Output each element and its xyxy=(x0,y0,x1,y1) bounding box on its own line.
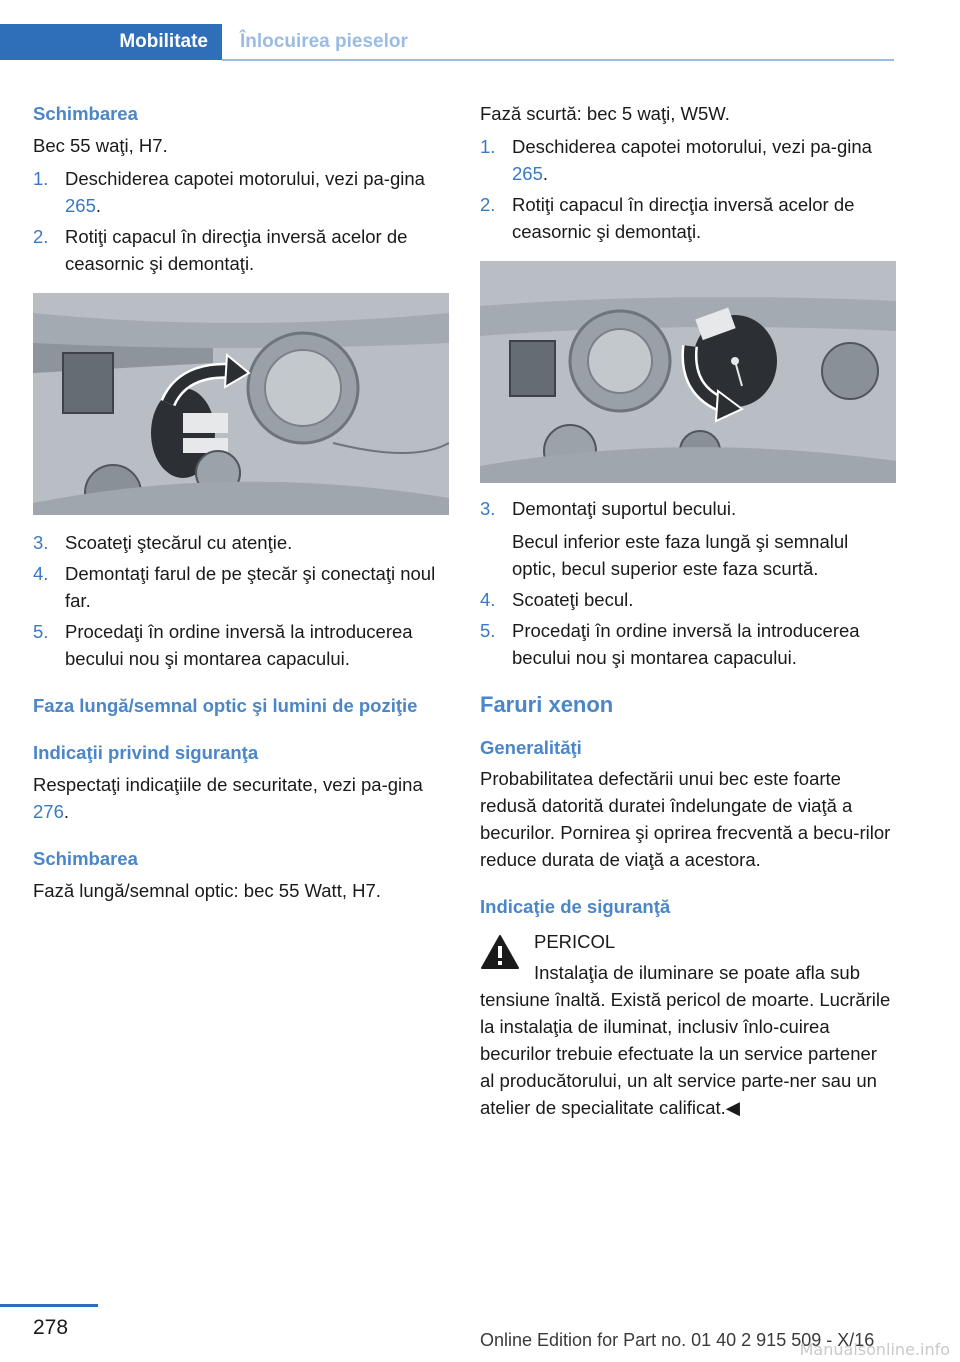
step-number: 2. xyxy=(480,194,496,215)
list-item xyxy=(33,618,449,672)
heading-high-beam: Faza lungă/semnal optic şi lumini de poziţie xyxy=(33,695,418,716)
heading-xenon: Faruri xenon xyxy=(480,692,614,717)
step-number: 1. xyxy=(33,168,49,189)
right-column xyxy=(480,100,896,1121)
section-tab[interactable]: Înlocuirea pieselor xyxy=(240,31,408,52)
heading-schimbarea-2: Schimbarea xyxy=(33,848,138,869)
step-text: Procedaţi în ordine inversă la introducerea becului nou şi montarea capacului. xyxy=(65,621,413,669)
step-number: 3. xyxy=(33,532,49,553)
list-item xyxy=(33,560,449,614)
headlight-figure-right xyxy=(480,261,896,483)
step-note: Becul inferior este faza lungă şi semnalul optic, becul superior este faza scurtă. xyxy=(512,531,849,579)
list-item xyxy=(480,133,896,187)
safety-paragraph xyxy=(33,771,449,825)
edition-text: Online Edition for Part no. 01 40 2 915 509 - X/16 xyxy=(480,1330,875,1350)
list-item xyxy=(480,586,896,613)
step-number: 4. xyxy=(33,563,49,584)
step-text: Rotiţi capacul în direcţia inversă acelor de ceasornic şi demontaţi. xyxy=(65,226,408,274)
warning-text: tensiune înaltă. Există pericol de moarte. Lucrările la instalaţia de iluminat, inclusiv înlo‐cuirea becurilor trebuie efectuate la un service partener al producătorului, un alt service parte‐ner sau un atelier de specialitate calificat.◀ xyxy=(480,989,891,1118)
warning-block xyxy=(480,928,896,986)
step-text: Scoateţi ştecărul cu atenţie. xyxy=(65,532,293,553)
header-rule xyxy=(222,59,894,61)
warning-line: Instalaţia de iluminare se poate afla sub xyxy=(534,962,861,983)
steps-list xyxy=(33,529,449,672)
heading-schimbarea: Schimbarea xyxy=(33,103,138,124)
step-text: Demontaţi farul de pe ştecăr şi conectaţi noul far. xyxy=(65,563,436,611)
page-link[interactable]: 265 xyxy=(65,195,96,216)
heading-safety-notes: Indicaţii privind siguranţa xyxy=(33,742,259,763)
step-text: Rotiţi capacul în direcţia inversă acelor de ceasornic şi demontaţi. xyxy=(512,194,855,242)
step-number: 5. xyxy=(33,621,49,642)
safety-text: Respectaţi indicaţiile de securitate, vezi pa‐gina xyxy=(33,774,423,795)
left-column xyxy=(33,100,449,904)
list-item xyxy=(480,617,896,671)
list-item xyxy=(33,223,449,277)
list-item xyxy=(480,191,896,245)
step-number: 5. xyxy=(480,620,496,641)
step-number: 2. xyxy=(33,226,49,247)
general-paragraph: Probabilitatea defectării unui bec este foarte redusă datorită duratei îndelungate de viaţă a becurilor. Pornirea şi oprirea frecventă a becu‐rilor reduce durata de viaţă a acestora. xyxy=(480,768,891,870)
step-number: 4. xyxy=(480,589,496,610)
page-link[interactable]: 265 xyxy=(512,163,543,184)
bulb-spec-high: Fază lungă/semnal optic: bec 55 Watt, H7. xyxy=(33,880,381,901)
step-end: . xyxy=(542,163,549,184)
list-item xyxy=(480,495,896,522)
bulb-spec-low: Fază scurtă: bec 5 waţi, W5W. xyxy=(480,103,730,124)
warning-triangle-icon xyxy=(480,934,520,977)
warning-title: PERICOL xyxy=(534,931,616,952)
step-text: Deschiderea capotei motorului, vezi pa‐gina xyxy=(512,136,872,157)
list-item xyxy=(33,529,449,556)
footer-rule xyxy=(0,1304,98,1307)
steps-list xyxy=(33,165,449,277)
step-text: Deschiderea capotei motorului, vezi pa‐gina xyxy=(65,168,425,189)
step-number: 3. xyxy=(480,498,496,519)
page-link[interactable]: 276 xyxy=(33,801,64,822)
step-text: Procedaţi în ordine inversă la introducerea becului nou şi montarea capacului. xyxy=(512,620,860,668)
headlight-figure-left xyxy=(33,293,449,515)
step-text: Demontaţi suportul becului. xyxy=(512,498,737,519)
page-number: 278 xyxy=(33,1316,69,1339)
safety-end: . xyxy=(63,801,70,822)
steps-list xyxy=(480,586,896,671)
chapter-tab[interactable]: Mobilitate xyxy=(0,24,222,60)
heading-safety: Indicaţie de siguranţă xyxy=(480,896,671,917)
steps-list xyxy=(480,495,896,522)
step-number: 1. xyxy=(480,136,496,157)
list-item xyxy=(33,165,449,219)
step-end: . xyxy=(95,195,102,216)
steps-list xyxy=(480,133,896,245)
step-text: Scoateţi becul. xyxy=(512,589,634,610)
bulb-spec: Bec 55 waţi, H7. xyxy=(33,135,168,156)
watermark: Manualsonline.info xyxy=(799,1340,950,1359)
heading-general: Generalităţi xyxy=(480,737,582,758)
